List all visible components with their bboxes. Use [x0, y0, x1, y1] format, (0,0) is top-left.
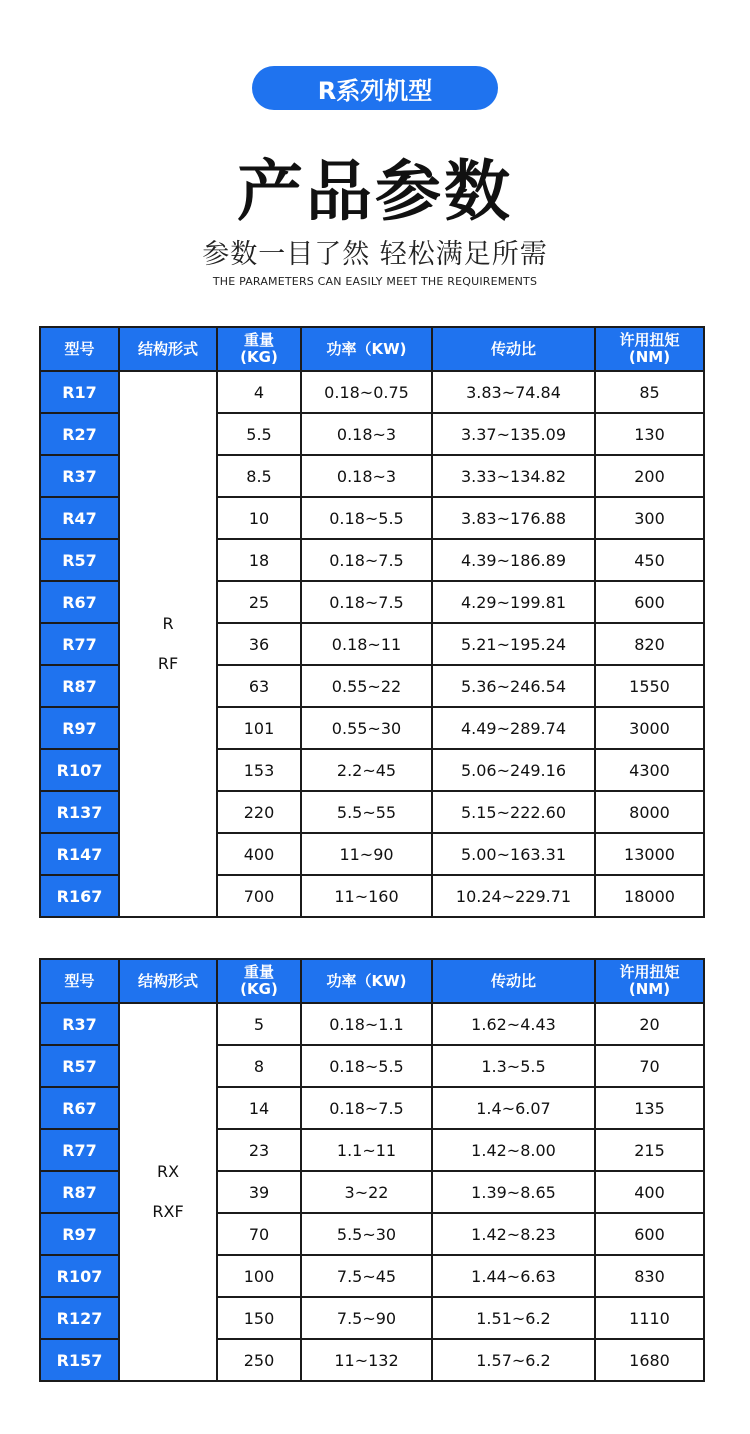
series-badge: R系列机型 — [252, 66, 498, 110]
cell-power: 5.5~55 — [301, 791, 432, 833]
cell-torque: 215 — [595, 1129, 704, 1171]
cell-weight: 63 — [217, 665, 301, 707]
cell-ratio: 5.00~163.31 — [432, 833, 595, 875]
header-power: 功率（KW) — [301, 327, 432, 371]
cell-power: 11~90 — [301, 833, 432, 875]
cell-weight: 150 — [217, 1297, 301, 1339]
cell-power: 0.18~7.5 — [301, 1087, 432, 1129]
cell-weight: 8.5 — [217, 455, 301, 497]
cell-model: R97 — [40, 707, 119, 749]
header-ratio: 传动比 — [432, 959, 595, 1003]
cell-weight: 36 — [217, 623, 301, 665]
table-header-row — [40, 959, 704, 1003]
cell-model: R107 — [40, 749, 119, 791]
cell-ratio: 3.37~135.09 — [432, 413, 595, 455]
cell-model: R67 — [40, 1087, 119, 1129]
cell-torque: 820 — [595, 623, 704, 665]
cell-weight: 5 — [217, 1003, 301, 1045]
cell-weight: 153 — [217, 749, 301, 791]
cell-weight: 4 — [217, 371, 301, 413]
cell-model: R87 — [40, 665, 119, 707]
cell-model: R27 — [40, 413, 119, 455]
header-torque-l1: 许用扭矩 — [619, 963, 680, 981]
cell-ratio: 4.39~186.89 — [432, 539, 595, 581]
cell-torque: 70 — [595, 1045, 704, 1087]
cell-ratio: 3.83~176.88 — [432, 497, 595, 539]
cell-power: 0.18~1.1 — [301, 1003, 432, 1045]
page-title: 产品参数 — [237, 153, 513, 230]
cell-power: 1.1~11 — [301, 1129, 432, 1171]
cell-torque: 3000 — [595, 707, 704, 749]
cell-structure — [119, 1003, 217, 1381]
cell-model: R97 — [40, 1213, 119, 1255]
cell-ratio: 1.44~6.63 — [432, 1255, 595, 1297]
cell-torque: 130 — [595, 413, 704, 455]
cell-weight: 400 — [217, 833, 301, 875]
cell-model: R137 — [40, 791, 119, 833]
table-row — [40, 1003, 704, 1045]
cell-weight: 18 — [217, 539, 301, 581]
cell-torque: 300 — [595, 497, 704, 539]
cell-weight: 8 — [217, 1045, 301, 1087]
cell-power: 2.2~45 — [301, 749, 432, 791]
cell-weight: 250 — [217, 1339, 301, 1381]
cell-model: R57 — [40, 539, 119, 581]
cell-model: R47 — [40, 497, 119, 539]
cell-power: 0.55~22 — [301, 665, 432, 707]
cell-ratio: 1.4~6.07 — [432, 1087, 595, 1129]
cell-power: 0.18~5.5 — [301, 497, 432, 539]
cell-ratio: 4.29~199.81 — [432, 581, 595, 623]
cell-weight: 700 — [217, 875, 301, 917]
cell-power: 3~22 — [301, 1171, 432, 1213]
cell-weight: 100 — [217, 1255, 301, 1297]
header-torque — [595, 959, 704, 1003]
cell-ratio: 1.42~8.23 — [432, 1213, 595, 1255]
cell-torque: 1110 — [595, 1297, 704, 1339]
cell-power: 0.18~7.5 — [301, 539, 432, 581]
cell-torque: 450 — [595, 539, 704, 581]
cell-weight: 14 — [217, 1087, 301, 1129]
table-header-row — [40, 327, 704, 371]
cell-power: 11~132 — [301, 1339, 432, 1381]
cell-structure — [119, 371, 217, 917]
header-torque-l2: (NM) — [628, 980, 671, 998]
header-weight — [217, 327, 301, 371]
header-torque — [595, 327, 704, 371]
header-torque-l1: 许用扭矩 — [619, 331, 680, 349]
header-model: 型号 — [40, 327, 119, 371]
cell-ratio: 1.62~4.43 — [432, 1003, 595, 1045]
cell-model: R147 — [40, 833, 119, 875]
cell-model: R67 — [40, 581, 119, 623]
header-ratio: 传动比 — [432, 327, 595, 371]
cell-power: 7.5~90 — [301, 1297, 432, 1339]
cell-model: R17 — [40, 371, 119, 413]
header-weight-l2: (KG) — [240, 980, 278, 998]
cell-ratio: 4.49~289.74 — [432, 707, 595, 749]
cell-weight: 10 — [217, 497, 301, 539]
cell-power: 11~160 — [301, 875, 432, 917]
cell-model: R87 — [40, 1171, 119, 1213]
cell-power: 0.18~0.75 — [301, 371, 432, 413]
cell-torque: 1680 — [595, 1339, 704, 1381]
cell-ratio: 5.06~249.16 — [432, 749, 595, 791]
cell-weight: 101 — [217, 707, 301, 749]
cell-weight: 23 — [217, 1129, 301, 1171]
structure-line-2: RF — [157, 654, 179, 673]
cell-weight: 70 — [217, 1213, 301, 1255]
cell-power: 0.18~11 — [301, 623, 432, 665]
cell-model: R77 — [40, 1129, 119, 1171]
cell-model: R37 — [40, 455, 119, 497]
cell-ratio: 5.15~222.60 — [432, 791, 595, 833]
page-subtitle: 参数一目了然 轻松满足所需 — [202, 239, 548, 270]
page-subtitle-english: THE PARAMETERS CAN EASILY MEET THE REQUIREMENTS — [212, 275, 538, 288]
header-weight-l1: 重量 — [243, 963, 274, 981]
cell-torque: 4300 — [595, 749, 704, 791]
cell-ratio: 1.51~6.2 — [432, 1297, 595, 1339]
cell-torque: 830 — [595, 1255, 704, 1297]
cell-ratio: 3.33~134.82 — [432, 455, 595, 497]
cell-ratio: 3.83~74.84 — [432, 371, 595, 413]
cell-torque: 400 — [595, 1171, 704, 1213]
cell-ratio: 1.57~6.2 — [432, 1339, 595, 1381]
structure-line-1: RX — [156, 1162, 180, 1181]
cell-weight: 220 — [217, 791, 301, 833]
cell-power: 0.18~3 — [301, 455, 432, 497]
header-torque-l2: (NM) — [628, 348, 671, 366]
cell-weight: 39 — [217, 1171, 301, 1213]
cell-ratio: 1.42~8.00 — [432, 1129, 595, 1171]
cell-ratio: 1.39~8.65 — [432, 1171, 595, 1213]
cell-ratio: 5.36~246.54 — [432, 665, 595, 707]
structure-line-2: RXF — [152, 1202, 184, 1221]
cell-model: R127 — [40, 1297, 119, 1339]
cell-torque: 135 — [595, 1087, 704, 1129]
header-weight — [217, 959, 301, 1003]
cell-model: R77 — [40, 623, 119, 665]
cell-model: R107 — [40, 1255, 119, 1297]
cell-weight: 5.5 — [217, 413, 301, 455]
header-structure: 结构形式 — [119, 327, 217, 371]
header-model: 型号 — [40, 959, 119, 1003]
header-weight-l2: (KG) — [240, 348, 278, 366]
cell-torque: 13000 — [595, 833, 704, 875]
cell-model: R167 — [40, 875, 119, 917]
cell-torque: 600 — [595, 1213, 704, 1255]
cell-torque: 18000 — [595, 875, 704, 917]
cell-torque: 1550 — [595, 665, 704, 707]
header-weight-l1: 重量 — [243, 331, 274, 349]
header-structure: 结构形式 — [119, 959, 217, 1003]
cell-model: R37 — [40, 1003, 119, 1045]
cell-model: R57 — [40, 1045, 119, 1087]
cell-power: 0.18~5.5 — [301, 1045, 432, 1087]
cell-power: 0.55~30 — [301, 707, 432, 749]
table-row — [40, 371, 704, 413]
cell-power: 0.18~7.5 — [301, 581, 432, 623]
cell-torque: 85 — [595, 371, 704, 413]
cell-power: 5.5~30 — [301, 1213, 432, 1255]
header-power: 功率（KW) — [301, 959, 432, 1003]
cell-power: 0.18~3 — [301, 413, 432, 455]
cell-model: R157 — [40, 1339, 119, 1381]
cell-torque: 20 — [595, 1003, 704, 1045]
cell-torque: 200 — [595, 455, 704, 497]
spec-table-rx-rxf — [39, 958, 705, 1382]
cell-ratio: 10.24~229.71 — [432, 875, 595, 917]
cell-power: 7.5~45 — [301, 1255, 432, 1297]
structure-line-1: R — [162, 614, 174, 633]
cell-weight: 25 — [217, 581, 301, 623]
cell-ratio: 5.21~195.24 — [432, 623, 595, 665]
cell-torque: 8000 — [595, 791, 704, 833]
spec-table-r-rf — [39, 326, 705, 918]
cell-torque: 600 — [595, 581, 704, 623]
cell-ratio: 1.3~5.5 — [432, 1045, 595, 1087]
